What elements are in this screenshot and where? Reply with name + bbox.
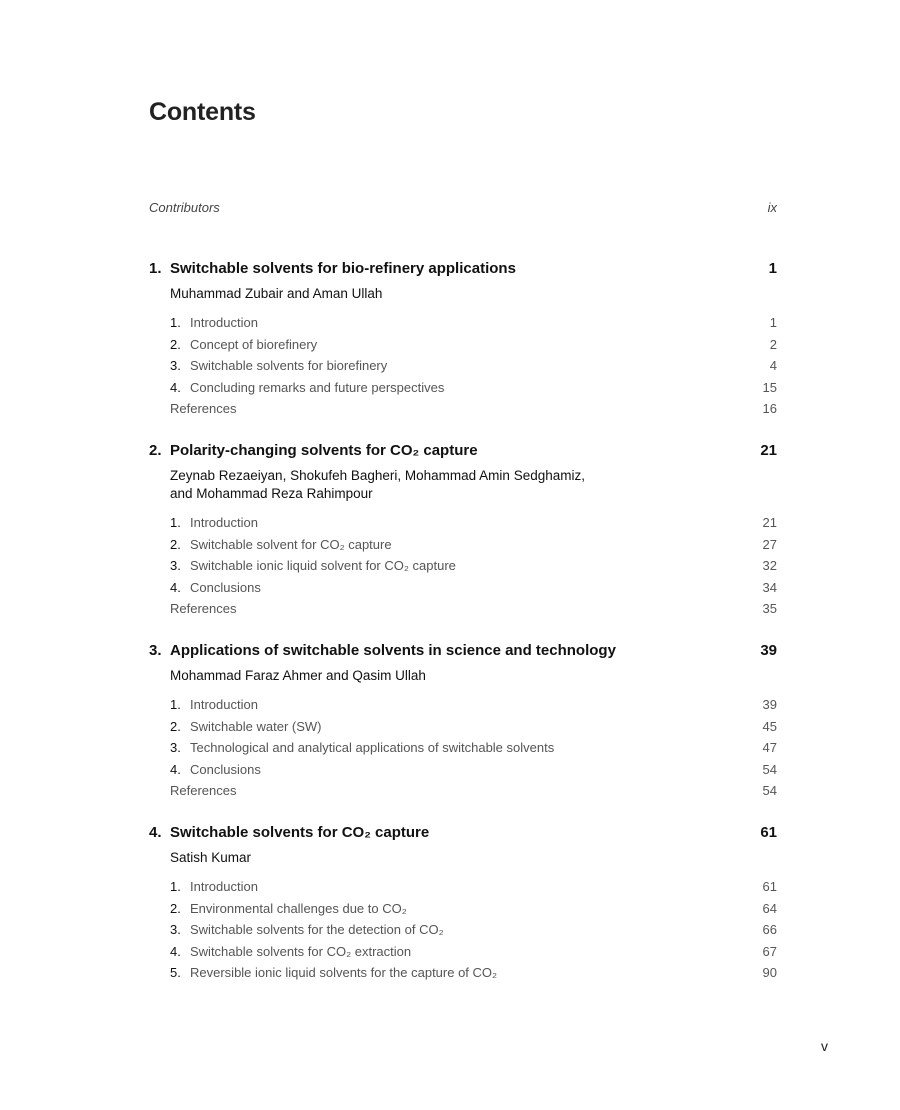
section-number: 2. — [170, 718, 181, 734]
chapter-title-wrap — [149, 823, 429, 842]
section-number: 5. — [170, 965, 181, 981]
section-entry[interactable] — [170, 555, 777, 577]
section-list — [170, 512, 777, 620]
section-list — [170, 694, 777, 802]
section-page: 39 — [762, 696, 777, 712]
section-number: 4. — [170, 761, 181, 777]
chapter-number: 1. — [149, 260, 162, 277]
section-title: Switchable solvents for biorefinery — [190, 358, 388, 374]
section-title: References — [170, 783, 237, 799]
section-title-wrap — [170, 759, 261, 781]
section-list — [170, 312, 777, 420]
section-entry[interactable] — [170, 598, 777, 620]
chapter-page: 1 — [768, 260, 777, 277]
section-title-wrap — [170, 355, 387, 377]
section-title: Introduction — [190, 315, 258, 330]
section-title: Reversible ionic liquid solvents for the capture of CO₂ — [190, 965, 498, 981]
section-title: Introduction — [190, 696, 258, 712]
section-title-wrap — [170, 694, 258, 716]
section-entry[interactable] — [170, 716, 777, 738]
section-title-wrap — [170, 334, 317, 356]
section-title-wrap — [170, 555, 456, 577]
section-number: 4. — [170, 379, 181, 395]
chapter-entry — [149, 441, 777, 620]
section-title-wrap — [170, 780, 236, 802]
section-page: 54 — [762, 761, 777, 777]
author-line: Zeynab Rezaeiyan, Shokufeh Bagheri, Mohammad Amin Sedghamiz, — [170, 467, 585, 483]
section-entry[interactable] — [170, 737, 777, 759]
chapter-heading[interactable] — [149, 641, 777, 660]
section-number: 1. — [170, 514, 181, 530]
section-entry[interactable] — [170, 759, 777, 781]
section-title-wrap — [170, 962, 497, 984]
chapter-title-wrap — [149, 441, 478, 460]
contributors-label: Contributors — [149, 200, 220, 215]
section-number: 3. — [170, 358, 181, 374]
chapter-title: Switchable solvents for CO₂ capture — [170, 823, 430, 841]
section-list — [170, 876, 777, 984]
section-title-wrap — [170, 512, 258, 534]
section-title: References — [170, 401, 237, 417]
section-page: 61 — [762, 878, 777, 894]
section-page: 16 — [762, 401, 777, 417]
section-title: Concept of biorefinery — [190, 336, 318, 352]
chapter-page: 39 — [760, 641, 777, 659]
section-number: 3. — [170, 558, 181, 574]
section-number: 2. — [170, 336, 181, 352]
chapter-title-wrap — [149, 259, 516, 278]
section-entry[interactable] — [170, 694, 777, 716]
section-title-wrap — [170, 312, 258, 334]
section-entry[interactable] — [170, 512, 777, 534]
contributors-entry[interactable] — [149, 200, 777, 215]
section-page: 67 — [762, 943, 777, 959]
chapter-title: Switchable solvents for bio-refinery applications — [170, 260, 516, 277]
section-title: Introduction — [190, 878, 258, 894]
chapter-title-wrap — [149, 641, 616, 660]
section-title-wrap — [170, 598, 236, 620]
section-title: Introduction — [190, 514, 258, 530]
section-page: 34 — [762, 579, 777, 595]
author-line: Satish Kumar — [170, 849, 252, 865]
section-entry[interactable] — [170, 377, 777, 399]
author-line: Mohammad Faraz Ahmer and Qasim Ullah — [170, 667, 426, 683]
chapter-authors — [170, 849, 777, 867]
section-entry[interactable] — [170, 898, 777, 920]
section-title: Switchable solvent for CO₂ capture — [190, 536, 392, 552]
section-page: 47 — [762, 740, 777, 756]
section-number: 4. — [170, 943, 181, 959]
chapter-authors — [170, 667, 777, 685]
section-title-wrap — [170, 534, 392, 556]
section-page: 66 — [762, 922, 777, 938]
chapter-heading[interactable] — [149, 823, 777, 842]
section-title: Technological and analytical applications of switchable solvents — [190, 740, 555, 756]
section-page: 54 — [762, 783, 777, 799]
section-number: 1. — [170, 315, 181, 330]
section-page: 35 — [762, 601, 777, 617]
section-page: 15 — [762, 379, 777, 395]
section-title-wrap — [170, 716, 321, 738]
chapter-entry — [149, 823, 777, 984]
section-number: 3. — [170, 922, 181, 938]
section-page: 90 — [762, 965, 777, 981]
section-title-wrap — [170, 941, 411, 963]
chapter-title: Polarity-changing solvents for CO₂ capture — [170, 441, 478, 459]
section-page: 27 — [762, 536, 777, 552]
page-number: v — [821, 1038, 828, 1054]
section-title: Switchable solvents for the detection of CO₂ — [190, 922, 444, 938]
chapter-list — [149, 259, 777, 1005]
chapter-heading[interactable] — [149, 441, 777, 460]
chapter-number: 4. — [149, 823, 162, 841]
section-page: 32 — [762, 558, 777, 574]
chapter-entry — [149, 641, 777, 802]
section-entry[interactable] — [170, 577, 777, 599]
section-number: 4. — [170, 579, 181, 595]
section-entry[interactable] — [170, 780, 777, 802]
section-title-wrap — [170, 398, 236, 420]
chapter-entry — [149, 259, 777, 420]
section-entry[interactable] — [170, 941, 777, 963]
chapter-page: 21 — [760, 441, 777, 459]
section-title: Conclusions — [190, 579, 261, 595]
section-title-wrap — [170, 898, 407, 920]
section-entry[interactable] — [170, 334, 777, 356]
author-line: and Mohammad Reza Rahimpour — [170, 485, 373, 501]
chapter-page: 61 — [760, 823, 777, 841]
section-title: Switchable ionic liquid solvent for CO₂ capture — [190, 558, 456, 574]
section-title: Environmental challenges due to CO₂ — [190, 900, 407, 916]
section-title-wrap — [170, 919, 444, 941]
chapter-authors — [170, 285, 777, 303]
author-line: Muhammad Zubair and Aman Ullah — [170, 286, 383, 301]
chapter-title: Applications of switchable solvents in science and technology — [170, 641, 616, 659]
section-title: Concluding remarks and future perspectives — [190, 379, 445, 395]
section-page: 1 — [769, 315, 777, 330]
section-page: 21 — [762, 514, 777, 530]
chapter-number: 2. — [149, 441, 162, 459]
section-entry[interactable] — [170, 962, 777, 984]
section-title: Conclusions — [190, 761, 261, 777]
section-entry[interactable] — [170, 919, 777, 941]
chapter-authors — [170, 467, 777, 503]
contributors-page: ix — [767, 200, 777, 215]
section-title-wrap — [170, 737, 554, 759]
section-number: 2. — [170, 536, 181, 552]
section-entry[interactable] — [170, 534, 777, 556]
section-number: 1. — [170, 878, 181, 894]
chapter-number: 3. — [149, 641, 162, 659]
chapter-heading[interactable] — [149, 259, 777, 278]
section-number: 1. — [170, 696, 181, 712]
section-title-wrap — [170, 577, 261, 599]
section-page: 2 — [769, 336, 777, 352]
section-number: 3. — [170, 740, 181, 756]
section-page: 45 — [762, 718, 777, 734]
section-entry[interactable] — [170, 355, 777, 377]
section-entry[interactable] — [170, 398, 777, 420]
section-title: Switchable water (SW) — [190, 718, 322, 734]
section-title: Switchable solvents for CO₂ extraction — [190, 943, 412, 959]
section-entry[interactable] — [170, 312, 777, 334]
section-title-wrap — [170, 876, 258, 898]
section-entry[interactable] — [170, 876, 777, 898]
section-title: References — [170, 601, 237, 617]
section-title-wrap — [170, 377, 444, 399]
section-page: 64 — [762, 900, 777, 916]
page-title: Contents — [149, 98, 256, 126]
section-page: 4 — [769, 358, 777, 374]
section-number: 2. — [170, 900, 181, 916]
